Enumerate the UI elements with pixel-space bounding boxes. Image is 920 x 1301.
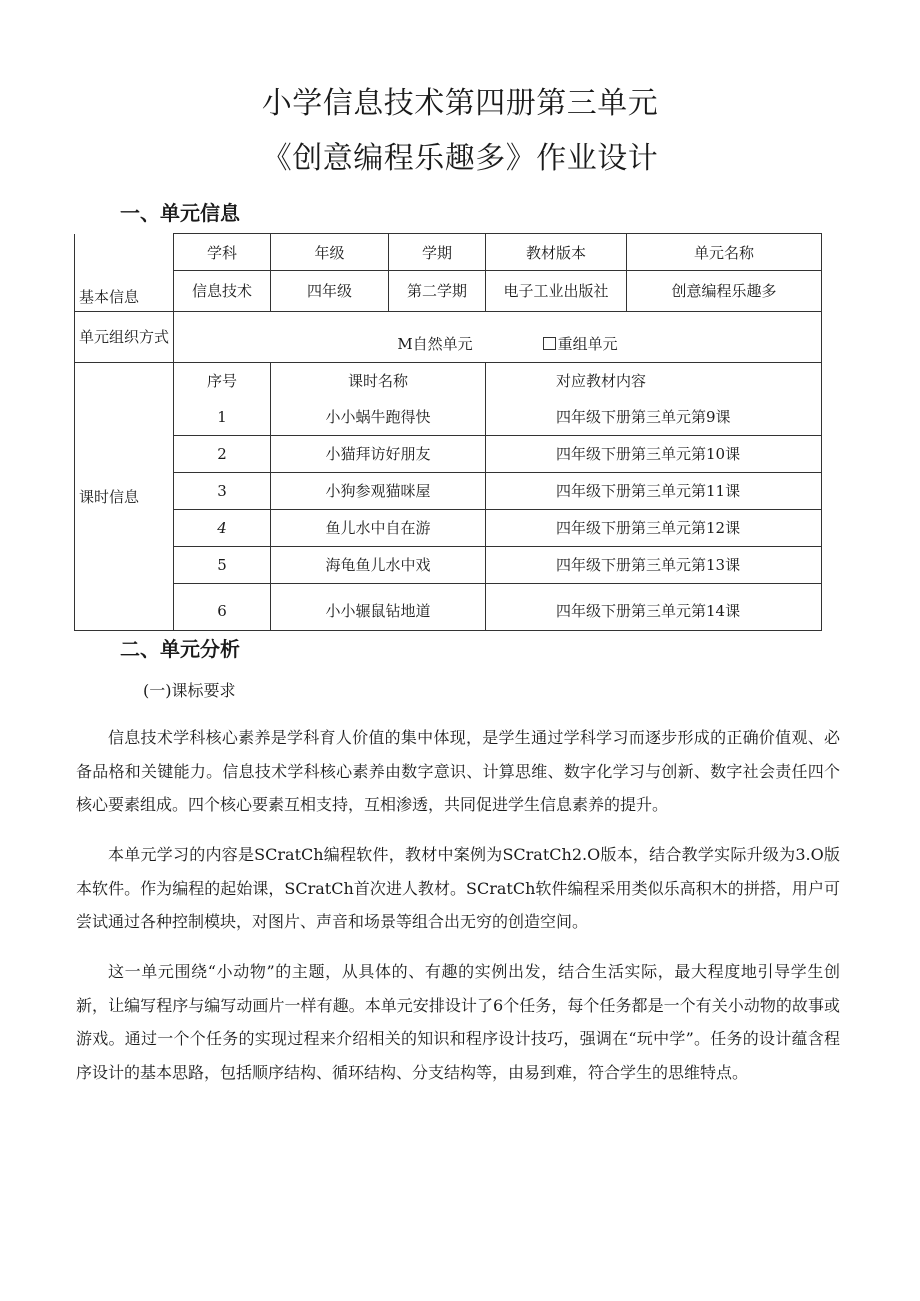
regrouped-unit-option: 重组单元 — [543, 333, 618, 354]
lesson-header-row — [75, 362, 822, 399]
lesson-name: 鱼儿水中自在游 — [271, 509, 486, 546]
lesson-name: 小小辗鼠钻地道 — [271, 583, 486, 630]
basic-info-label: 基本信息 — [75, 271, 174, 312]
organization-options — [174, 311, 822, 362]
header-grade: 年级 — [271, 234, 389, 271]
lesson-no: 2 — [174, 435, 271, 472]
natural-unit-option: M自然单元 — [397, 335, 473, 353]
table-row — [75, 546, 822, 583]
value-grade: 四年级 — [271, 271, 389, 312]
table-row — [75, 583, 822, 630]
value-term: 第二学期 — [389, 271, 486, 312]
lesson-content: 四年级下册第三单元第13课 — [486, 546, 822, 583]
lesson-no: 1 — [174, 399, 271, 436]
header-lesson-name: 课时名称 — [271, 362, 486, 399]
basic-value-row — [75, 271, 822, 312]
section-heading-unit-info: 一、单元信息 — [120, 201, 240, 225]
lesson-info-label: 课时信息 — [75, 362, 174, 630]
lesson-name: 海龟鱼儿水中戏 — [271, 546, 486, 583]
value-subject: 信息技术 — [174, 271, 271, 312]
checkbox-icon — [543, 337, 556, 350]
header-content: 对应教材内容 — [486, 362, 822, 399]
basic-header-row — [75, 234, 822, 271]
lesson-content: 四年级下册第三单元第14课 — [486, 583, 822, 630]
value-textbook: 电子工业出版社 — [486, 271, 627, 312]
title-line-1: 小学信息技术第四册第三单元 — [261, 86, 659, 121]
header-textbook: 教材版本 — [486, 234, 627, 271]
lesson-content: 四年级下册第三单元第11课 — [486, 472, 822, 509]
paragraph-1: 信息技术学科核心素养是学科育人价值的集中体现，是学生通过学科学习而逐步形成的正确价值观、必备品格和关键能力。信息技术学科核心素养由数字意识、计算思维、数字化学习与创新、数字社会责任四个核心要素组成。四个核心要素互相支持，互相渗透，共同促进学生信息素养的提升。 — [76, 728, 840, 814]
lesson-name: 小小蜗牛跑得快 — [271, 399, 486, 436]
organization-label: 单元组织方式 — [75, 311, 174, 362]
organization-row — [75, 311, 822, 362]
lesson-content: 四年级下册第三单元第9课 — [486, 399, 822, 436]
subsection-heading: (一)课标要求 — [143, 681, 236, 700]
paragraph-2: 本单元学习的内容是SCratCh编程软件，教材中案例为SCratCh2.O版本，结合教学实际升级为3.O版本软件。作为编程的起始课，SCratCh首次进人教材。SCratCh软件编程采用类似乐高积木的拼搭，用户可尝试通过各种控制模块，对图片、声音和场景等组合出无穷的创造空间。 — [76, 845, 840, 931]
table-row — [75, 509, 822, 546]
paragraph-3: 这一单元围绕“小动物”的主题，从具体的、有趣的实例出发，结合生活实际，最大程度地引导学生创新，让编写程序与编写动画片一样有趣。本单元安排设计了6个任务，每个任务都是一个有关小动物的故事或游戏。通过一个个任务的实现过程来介绍相关的知识和程序设计技巧，强调在“玩中学”。任务的设计蕴含程序设计的基本思路，包括顺序结构、循环结构、分支结构等，由易到难，符合学生的思维特点。 — [76, 962, 840, 1082]
value-unit-name: 创意编程乐趣多 — [627, 271, 822, 312]
unit-info-table — [74, 233, 822, 631]
section-heading-unit-analysis: 二、单元分析 — [120, 637, 240, 661]
basic-label-top — [75, 234, 174, 271]
lesson-name: 小猫拜访好朋友 — [271, 435, 486, 472]
table-row — [75, 472, 822, 509]
title-line-2: 《创意编程乐趣多》作业设计 — [261, 141, 659, 176]
lesson-no: 3 — [174, 472, 271, 509]
table-row — [75, 435, 822, 472]
table-row — [75, 399, 822, 436]
lesson-no: 4 — [174, 509, 271, 546]
lesson-content: 四年级下册第三单元第10课 — [486, 435, 822, 472]
lesson-no: 6 — [174, 583, 271, 630]
lesson-content: 四年级下册第三单元第12课 — [486, 509, 822, 546]
header-no: 序号 — [174, 362, 271, 399]
header-unit-name: 单元名称 — [627, 234, 822, 271]
lesson-name: 小狗参观猫咪屋 — [271, 472, 486, 509]
header-term: 学期 — [389, 234, 486, 271]
header-subject: 学科 — [174, 234, 271, 271]
lesson-no: 5 — [174, 546, 271, 583]
